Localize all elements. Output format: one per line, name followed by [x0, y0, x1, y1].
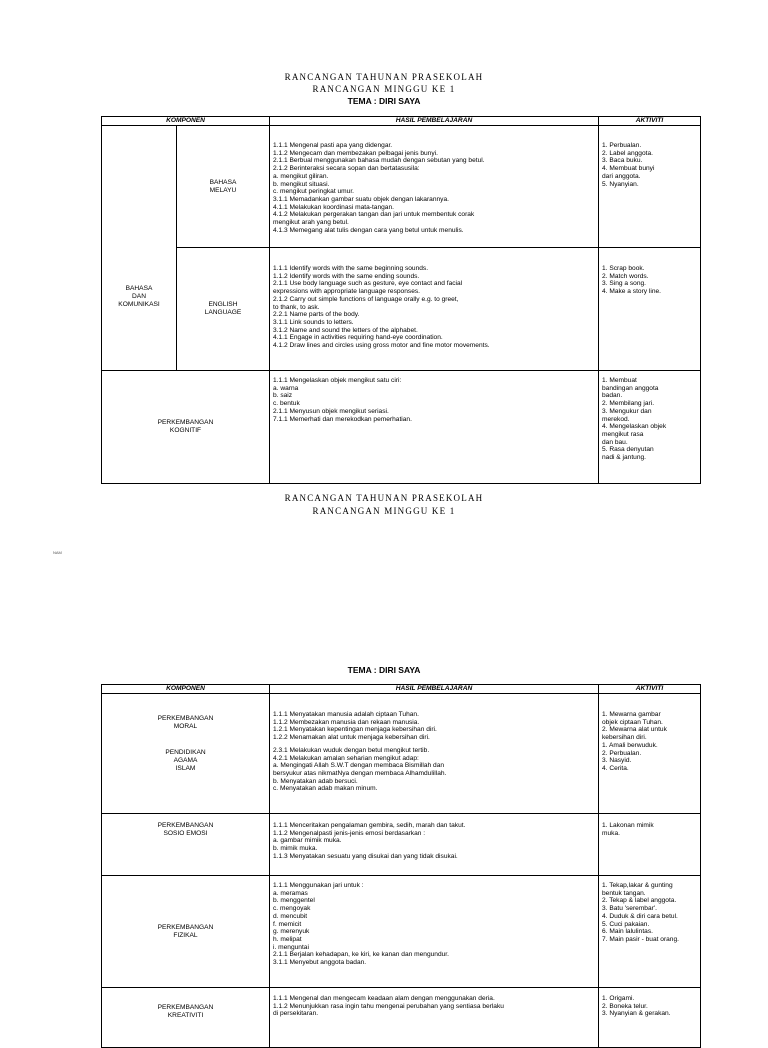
aktiviti-cell	[599, 988, 701, 1048]
hasil-item: 3.1.1 Menyebut anggota badan.	[273, 959, 367, 967]
doc-title-2: RANCANGAN TAHUNAN PRASEKOLAH	[284, 493, 484, 503]
col-komponen: KOMPONEN	[102, 685, 270, 694]
komponen-fizikal: PERKEMBANGAN FIZIKAL	[102, 876, 270, 988]
hasil-item: a. meramas	[273, 889, 308, 897]
hasil-item: a. Mengingati Allah S.W.T dengan membaca Bismillah dan	[273, 762, 445, 770]
aktiviti-item: 3. Sing a song.	[602, 280, 646, 288]
hasil-item: 2.1.1 Menyusun objek mengikut seriasi.	[273, 407, 389, 415]
hasil-item: 4.1.2 Melakukan pergerakan tangan dan jari untuk membentuk corak	[273, 211, 475, 219]
hasil-item: a. mengikut giliran.	[273, 172, 329, 180]
hasil-item: f. memicit	[273, 920, 302, 928]
aktiviti-cell	[599, 876, 701, 988]
hasil-item: 1.1.1 Menggunakan jari untuk :	[273, 882, 364, 889]
aktiviti-item: 5. Cuci pakaian.	[602, 920, 650, 928]
hasil-item: 1.2.2 Menamakan alat untuk menjaga kebersihan diri.	[273, 734, 430, 742]
aktiviti-item: 1. Membuat	[602, 377, 637, 384]
hasil-item: 1.1.1 Menyatakan manusia adalah ciptaan Tuhan.	[273, 711, 419, 718]
aktiviti-item: 2. Match words.	[602, 272, 649, 280]
hasil-item: bersyukur atas nikmatNya dengan membaca Alhamdulillah.	[273, 769, 447, 777]
aktiviti-item: 2. Perbualan.	[602, 749, 642, 757]
aktiviti-item: 1. Perbualan.	[602, 142, 642, 149]
aktiviti-item: 4. Make a story line.	[602, 288, 662, 296]
aktiviti-cell	[599, 814, 701, 876]
hasil-item: a. warna	[273, 384, 299, 392]
aktiviti-cell	[599, 126, 701, 248]
hasil-item: 1.1.1 Identify words with the same beginning sounds.	[273, 265, 429, 272]
aktiviti-item: merekod.	[602, 415, 630, 423]
hasil-item: 1.1.2 Identify words with the same ending sounds.	[273, 272, 420, 280]
col-hasil: HASIL PEMBELAJARAN	[270, 685, 599, 694]
doc-subtitle-1: RANCANGAN MINGGU KE 1	[312, 84, 456, 94]
hasil-item: 1.1.2 Mengenalpasti jenis-jenis emosi berdasarkan :	[273, 829, 426, 837]
hasil-cell	[270, 126, 599, 248]
komponen-agama: PENDIDIKAN AGAMA ISLAM	[165, 749, 206, 772]
hasil-item: 1.1.2 Mengecam dan membezakan pelbagai jenis bunyi.	[273, 149, 438, 157]
hasil-item: b. Menyatakan adab bersuci.	[273, 777, 358, 785]
hasil-item: 4.1.1 Melakukan koordinasi mata-tangan.	[273, 203, 394, 211]
hasil-item: 4.1.2 Draw lines and circles using gross motor and fine motor movements.	[273, 342, 490, 350]
aktiviti-item: 4. Mengelaskan objek	[602, 423, 667, 431]
hasil-item: 1.1.1 Mengenal dan mengecam keadaan alam dengan menggunakan deria.	[273, 995, 495, 1002]
hasil-item: 4.1.1 Engage in activities requiring hand-eye coordination.	[273, 334, 443, 342]
aktiviti-item: 3. Baca buku.	[602, 157, 643, 165]
aktiviti-item: 2. Membilang jari.	[602, 400, 655, 408]
aktiviti-item: 1. Lakonan mimik	[602, 822, 654, 829]
plan-table-2	[101, 684, 701, 1048]
hasil-item: c. Menyatakan adab makan minum.	[273, 785, 378, 793]
hasil-item: 4.1.3 Memegang alat tulis dengan cara yang betul untuk menulis.	[273, 226, 464, 234]
aktiviti-item: 1. Origami.	[602, 995, 635, 1002]
aktiviti-item: 1. Mewarna gambar	[602, 711, 661, 718]
hasil-item: 1.1.2 Membezakan manusia dan rekaan manusia.	[273, 718, 420, 726]
aktiviti-item: 3. Nasyid.	[602, 757, 632, 765]
hasil-item: 2.1.2 Berinteraksi secara sopan dan bertatasusila:	[273, 165, 420, 173]
aktiviti-item: 5. Nyanyian.	[602, 180, 639, 188]
aktiviti-item: 5. Rasa denyutan	[602, 446, 654, 454]
hasil-item: a. gambar mimik muka.	[273, 837, 342, 845]
hasil-item: 1.1.1 Mengenal pasti apa yang didengar.	[273, 142, 393, 149]
komponen-kognitif: PERKEMBANGAN KOGNITIF	[102, 371, 270, 484]
aktiviti-item: 4. Membuat bunyi	[602, 165, 655, 173]
hasil-item: 2.1.1 Use body language such as gesture, eye contact and facial	[273, 280, 463, 288]
aktiviti-item: 3. Batu 'serembar'.	[602, 905, 657, 913]
hasil-item: c. bentuk	[273, 400, 300, 408]
hasil-item: c. mengoyak	[273, 905, 311, 913]
hasil-item: g. merenyuk	[273, 928, 310, 936]
col-aktiviti: AKTIVITI	[599, 685, 701, 694]
hasil-item: di persekitaran.	[273, 1010, 319, 1018]
hasil-item: b. saiz	[273, 392, 293, 400]
tema-heading-2: TEMA : DIRI SAYA	[347, 665, 421, 675]
hasil-item: 7.1.1 Memerhati dan merekodkan pemerhatian.	[273, 415, 412, 423]
hasil-item: 1.1.3 Menyatakan sesuatu yang disukai dan yang tidak disukai.	[273, 852, 458, 860]
hasil-cell	[270, 371, 599, 484]
col-hasil: HASIL PEMBELAJARAN	[270, 117, 599, 126]
hasil-item: 2.1.2 Carry out simple functions of language orally e.g. to greet,	[273, 295, 459, 303]
hasil-item: d. mencubit	[273, 912, 308, 920]
hasil-cell	[270, 248, 599, 371]
hasil-item: 2.1.1 Berbual menggunakan bahasa mudah dengan sebutan yang betul.	[273, 157, 485, 165]
aktiviti-item: 1. Tekap,lakar & gunting	[602, 882, 673, 889]
aktiviti-item: 2. Mewarna alat untuk	[602, 726, 667, 734]
hasil-cell	[270, 988, 599, 1048]
aktiviti-item: bentuk tangan.	[602, 889, 646, 897]
sub-komponen: BAHASA MELAYU	[177, 126, 270, 248]
hasil-item: expressions with appropriate language responses.	[273, 288, 420, 296]
aktiviti-cell	[599, 694, 701, 814]
aktiviti-item: 6. Main lalulintas.	[602, 928, 653, 936]
aktiviti-item: mengikut rasa	[602, 430, 644, 438]
aktiviti-item: dan bau.	[602, 438, 628, 446]
hasil-item: 1.1.1 Mengelaskan objek mengikut satu ciri:	[273, 377, 402, 384]
hasil-cell	[270, 694, 599, 814]
hasil-item: i. menguntai	[273, 943, 309, 951]
aktiviti-cell	[599, 248, 701, 371]
aktiviti-item: badan.	[602, 392, 623, 400]
hasil-item: c. mengikut peringkat umur.	[273, 188, 354, 196]
hasil-item: to thank, to ask.	[273, 303, 320, 311]
hasil-item: b. menggentel	[273, 897, 315, 905]
aktiviti-item: 2. Label anggota.	[602, 149, 653, 157]
aktiviti-item: 1. Amali berwuduk.	[602, 741, 658, 749]
col-komponen: KOMPONEN	[102, 117, 270, 126]
plan-table-1	[101, 116, 701, 484]
komponen-kreativiti: PERKEMBANGAN KREATIVITI	[102, 988, 270, 1048]
hasil-item: 1.2.1 Menyatakan kepentingan menjaga kebersihan diri.	[273, 726, 437, 734]
komponen-moral: PERKEMBANGAN MORAL PENDIDIKAN AGAMA ISLAM	[102, 694, 270, 814]
hasil-item: 3.1.1 Memadankan gambar suatu objek dengan lakarannya.	[273, 195, 449, 203]
hasil-item: 2.3.1 Melakukan wuduk dengan betul mengikut tertib.	[273, 746, 430, 754]
hasil-item: 2.2.1 Name parts of the body.	[273, 311, 360, 319]
hasil-cell	[270, 876, 599, 988]
hasil-item: h. melipat	[273, 935, 302, 943]
aktiviti-item: 4. Duduk & diri cara betul.	[602, 912, 678, 920]
hasil-item: b. mengikut situasi.	[273, 180, 330, 188]
aktiviti-cell	[599, 371, 701, 484]
aktiviti-item: objek ciptaan Tuhan.	[602, 718, 663, 726]
aktiviti-item: bandingan anggota	[602, 384, 659, 392]
hasil-item: 3.1.1 Link sounds to letters.	[273, 318, 354, 326]
aktiviti-item: kebersihan diri.	[602, 734, 647, 742]
aktiviti-item: 4. Cerita.	[602, 764, 629, 772]
aktiviti-item: 2. Boneka telur.	[602, 1002, 648, 1010]
aktiviti-item: 3. Nyanyian & gerakan.	[602, 1010, 671, 1018]
sub-komponen: ENGLISH LANGUAGE	[177, 248, 270, 371]
aktiviti-item: 3. Mengukur dan	[602, 407, 652, 415]
hasil-item: 1.1.2 Menunjukkan rasa ingin tahu mengenai perubahan yang sentiasa berlaku	[273, 1002, 504, 1010]
col-aktiviti: AKTIVITI	[599, 117, 701, 126]
hasil-item: 4.2.1 Melakukan amalan seharian mengikut adap:	[273, 754, 419, 762]
aktiviti-item: 1. Scrap book.	[602, 265, 645, 272]
hasil-item: mengikut arah yang betul.	[273, 219, 349, 227]
tema-heading-1: TEMA : DIRI SAYA	[347, 96, 421, 106]
hasil-item: 1.1.1 Menceritakan pengalaman gembira, sedih, marah dan takut.	[273, 822, 466, 829]
aktiviti-item: nadi & jantung.	[602, 454, 646, 462]
komponen-sosio-emosi: PERKEMBANGAN SOSIO EMOSI	[102, 814, 270, 876]
hasil-item: 3.1.2 Name and sound the letters of the alphabet.	[273, 326, 418, 334]
doc-subtitle-2: RANCANGAN MINGGU KE 1	[312, 506, 456, 516]
aktiviti-item: 2. Tekap & label anggota.	[602, 897, 677, 905]
small-note: NAM	[53, 550, 62, 555]
hasil-cell	[270, 814, 599, 876]
hasil-item: 2.1.1 Berjalan kehadapan, ke kiri, ke kanan dan mengundur.	[273, 951, 449, 959]
aktiviti-item: muka.	[602, 829, 620, 837]
aktiviti-item: 7. Main pasir - buat orang.	[602, 935, 679, 943]
komponen-group: BAHASA DAN KOMUNIKASI	[102, 126, 177, 371]
doc-title-1: RANCANGAN TAHUNAN PRASEKOLAH	[284, 72, 484, 82]
hasil-item: b. mimik muka.	[273, 845, 318, 853]
aktiviti-item: dari anggota.	[602, 172, 641, 180]
